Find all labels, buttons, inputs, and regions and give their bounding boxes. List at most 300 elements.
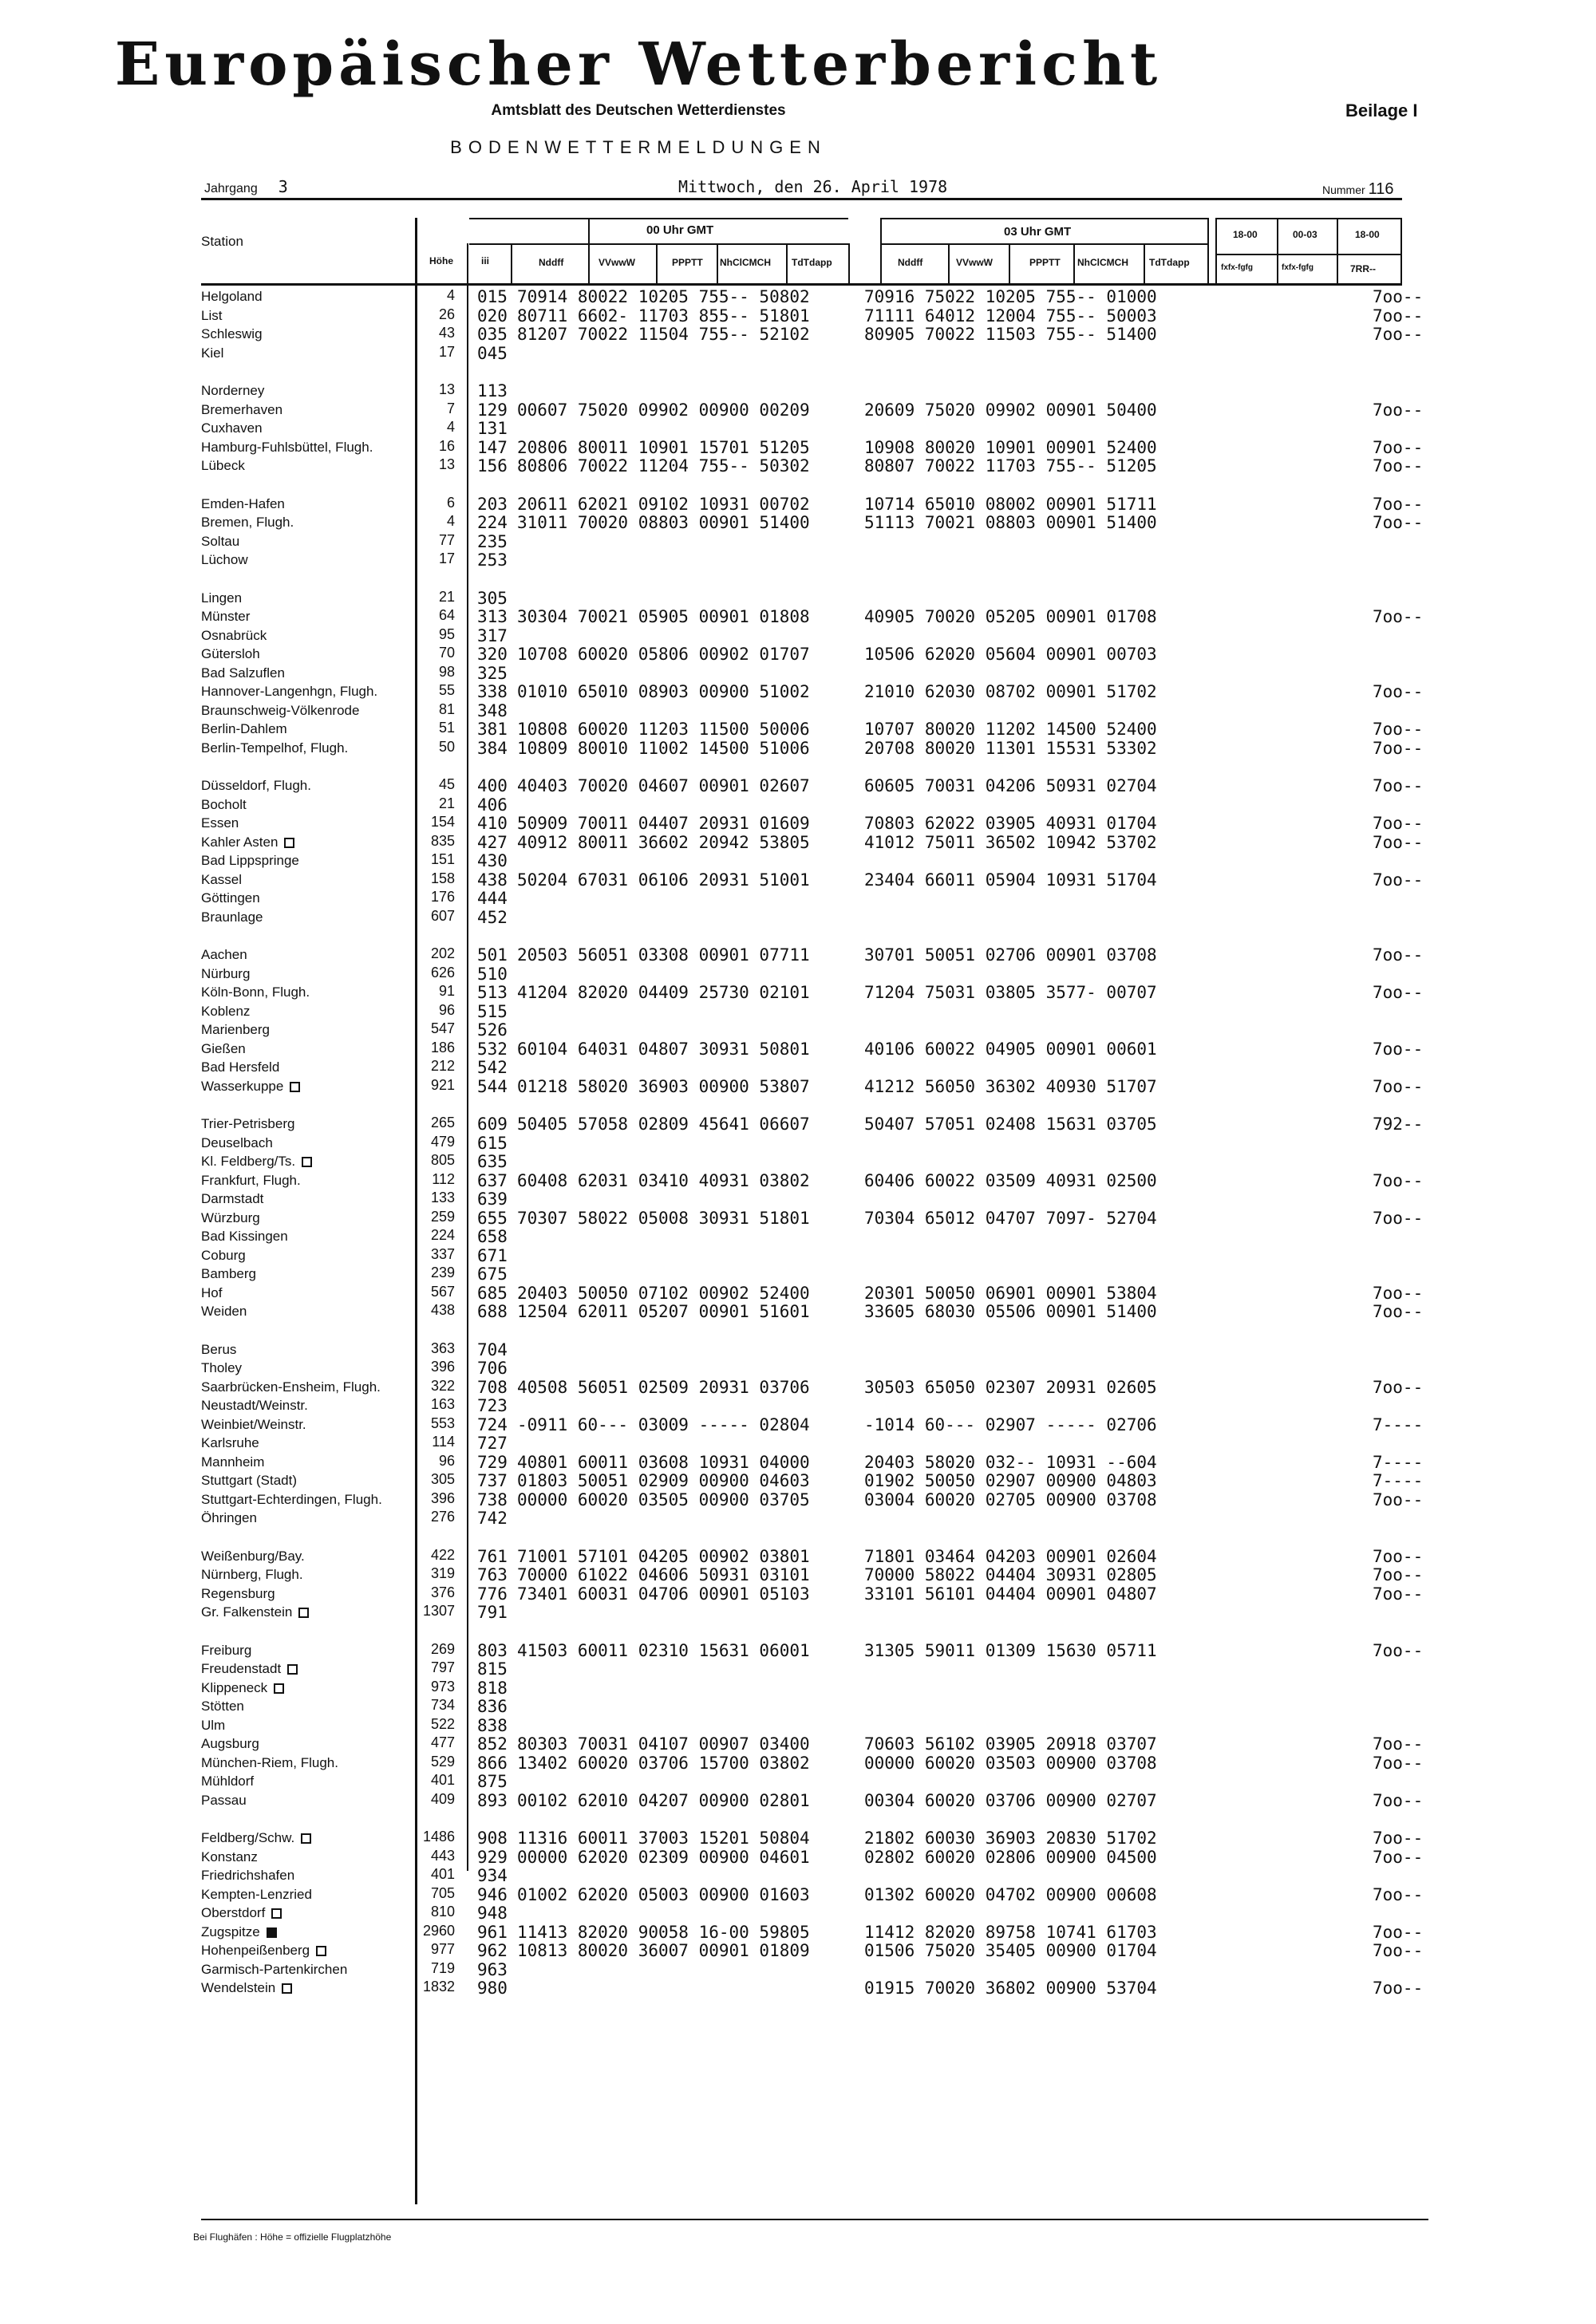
- obs-00utc: 80806 70022 11204 755-- 50302: [517, 456, 810, 475]
- station-name: [201, 1755, 338, 1771]
- station-name-text: List: [201, 307, 223, 323]
- station-name-text: Bad Hersfeld: [201, 1059, 280, 1075]
- station-name: [201, 383, 264, 399]
- station-elevation: 163: [430, 1396, 455, 1412]
- station-name: [201, 289, 263, 305]
- station-index: 791: [477, 1603, 508, 1622]
- precip-group: 7oo--: [1373, 1979, 1424, 1998]
- obs-03utc: 10506 62020 05604 00901 00703: [864, 645, 1157, 664]
- precip-group: 7oo--: [1373, 513, 1424, 532]
- station-elevation: 96: [438, 1452, 455, 1469]
- station-index: 893: [477, 1790, 508, 1810]
- header-cell-divider: [717, 243, 718, 283]
- station-name: [201, 1210, 260, 1226]
- open-square-icon: [284, 838, 294, 848]
- ext3-label: 7RR--: [1350, 263, 1376, 274]
- footnote: Bei Flughäfen : Höhe = offizielle Flugplatzhöhe: [193, 2231, 392, 2243]
- jahrgang: [204, 177, 288, 196]
- station-name-text: Öhringen: [201, 1510, 257, 1525]
- station-name: [201, 420, 263, 436]
- header-cell-divider: [511, 243, 512, 283]
- station-name-text: Mühldorf: [201, 1774, 255, 1789]
- station-name-text: Karlsruhe: [201, 1435, 259, 1450]
- obs-03utc: 20708 80020 11301 15531 53302: [864, 738, 1157, 758]
- station-elevation: 409: [430, 1790, 455, 1807]
- obs-03utc: 01902 50050 02907 00900 04803: [864, 1471, 1157, 1490]
- station-index: 444: [477, 889, 508, 908]
- precip-group: 7oo--: [1373, 287, 1424, 306]
- station-name-text: Nürnberg, Flugh.: [201, 1567, 303, 1582]
- header-cell-divider: [880, 218, 882, 283]
- station-index: 639: [477, 1190, 508, 1209]
- precip-group: 7oo--: [1373, 325, 1424, 344]
- station-index: 156: [477, 456, 508, 475]
- station-name-text: Weinbiet/Weinstr.: [201, 1416, 306, 1432]
- precip-group: 7----: [1373, 1471, 1424, 1490]
- obs-00utc: 20403 50050 07102 00902 52400: [517, 1283, 810, 1303]
- station-elevation: 239: [430, 1265, 455, 1280]
- obs-03utc: 71801 03464 04203 00901 02604: [864, 1546, 1157, 1566]
- station-name-text: Berus: [201, 1341, 237, 1357]
- obs-00utc: 11316 60011 37003 15201 50804: [517, 1829, 810, 1848]
- station-elevation: 705: [430, 1884, 455, 1901]
- station-elevation: 401: [430, 1866, 455, 1882]
- station-name: [201, 966, 250, 982]
- obs-00utc: 31011 70020 08803 00901 51400: [517, 513, 810, 532]
- station-name-text: Düsseldorf, Flugh.: [201, 778, 311, 793]
- station-name-text: Kiel: [201, 345, 224, 361]
- station-index: 338: [477, 682, 508, 701]
- station-elevation: 21: [438, 588, 455, 605]
- precip-group: 7----: [1373, 1452, 1424, 1472]
- station-name: [201, 1059, 279, 1075]
- obs-00utc: 00000 62020 02309 00900 04601: [517, 1847, 810, 1867]
- section-title: BODENWETTERMELDUNGEN: [450, 137, 827, 157]
- obs-03utc: 50407 57051 02408 15631 03705: [864, 1115, 1157, 1134]
- station-elevation: 2960: [422, 1922, 455, 1939]
- station-name: [201, 703, 359, 719]
- station-name: [201, 440, 373, 456]
- precip-group: 7oo--: [1373, 870, 1424, 890]
- station-elevation: 6: [446, 494, 455, 511]
- station-name: [201, 721, 287, 737]
- station-index: 671: [477, 1245, 508, 1265]
- station-elevation: 376: [430, 1584, 455, 1600]
- station-name-text: Emden-Hafen: [201, 495, 285, 511]
- station-name-text: Braunschweig-Völkenrode: [201, 702, 360, 718]
- ext1-period: 18-00: [1233, 229, 1258, 240]
- station-name-text: Soltau: [201, 533, 240, 549]
- obs-00utc: 00607 75020 09902 00900 00209: [517, 400, 810, 420]
- station-name: [201, 628, 267, 644]
- station-name-text: Köln-Bonn, Flugh.: [201, 984, 310, 1000]
- obs-00utc: 70000 61022 04606 50931 03101: [517, 1565, 810, 1584]
- obs-03utc: 01302 60020 04702 00900 00608: [864, 1884, 1157, 1904]
- nummer-label: Nummer: [1322, 183, 1365, 196]
- station-name: [201, 1304, 247, 1320]
- obs-03utc: 51113 70021 08803 00901 51400: [864, 513, 1157, 532]
- station-index: 866: [477, 1753, 508, 1773]
- station-elevation: 835: [430, 832, 455, 849]
- obs-03utc: 03004 60020 02705 00900 03708: [864, 1489, 1157, 1509]
- station-name-text: Hannover-Langenhgn, Flugh.: [201, 684, 378, 699]
- station-elevation: 567: [430, 1283, 455, 1300]
- station-elevation: 396: [430, 1359, 455, 1375]
- precip-group: 7oo--: [1373, 1734, 1424, 1754]
- col00-td: TdTdapp: [792, 257, 832, 268]
- precip-group: 7oo--: [1373, 1489, 1424, 1509]
- station-index: 704: [477, 1340, 508, 1359]
- station-name: [201, 984, 310, 1000]
- station-name-text: Oberstdorf: [201, 1905, 266, 1920]
- station-index: 045: [477, 343, 508, 363]
- station-name: [201, 1173, 301, 1189]
- station-name-text: Gießen: [201, 1040, 246, 1056]
- precip-group: 7oo--: [1373, 400, 1424, 420]
- header-cell-divider: [1207, 218, 1209, 283]
- station-name: [201, 684, 377, 700]
- station-name-text: Hof: [201, 1284, 223, 1300]
- station-name: [201, 947, 247, 963]
- station-index: 020: [477, 306, 508, 326]
- station-index: 675: [477, 1265, 508, 1284]
- col00-vvwww: VVwwW: [598, 257, 636, 268]
- obs-00utc: 13402 60020 03706 15700 03802: [517, 1753, 810, 1773]
- station-name-text: Gr. Falkenstein: [201, 1604, 293, 1620]
- obs-00utc: 50909 70011 04407 20931 01609: [517, 814, 810, 833]
- col00-nh: NhClCMCH: [720, 257, 771, 268]
- obs-03utc: 21802 60030 36903 20830 51702: [864, 1829, 1157, 1848]
- station-name-text: Berlin-Dahlem: [201, 721, 287, 736]
- station-name: [201, 1962, 347, 1978]
- precip-group: 7oo--: [1373, 1829, 1424, 1848]
- station-index: 113: [477, 381, 508, 400]
- header-cell-divider: [848, 243, 850, 283]
- ext2-label: fxfx-fgfg: [1282, 263, 1314, 272]
- obs-03utc: 20301 50050 06901 00901 53804: [864, 1283, 1157, 1303]
- obs-00utc: 41503 60011 02310 15631 06001: [517, 1640, 810, 1660]
- station-name: [201, 1943, 326, 1959]
- precip-group: 7oo--: [1373, 1640, 1424, 1660]
- header-cell-divider: [1400, 218, 1402, 283]
- station-name-text: Friedrichshafen: [201, 1868, 295, 1883]
- station-elevation: 26: [438, 306, 455, 322]
- precip-group: 7oo--: [1373, 1302, 1424, 1321]
- station-name: [201, 1604, 309, 1620]
- station-name-text: Kahler Asten: [201, 834, 279, 850]
- obs-03utc: 02802 60020 02806 00900 04500: [864, 1847, 1157, 1867]
- precip-group: 7oo--: [1373, 1847, 1424, 1867]
- station-name-text: Stuttgart (Stadt): [201, 1473, 297, 1488]
- station-index: 724: [477, 1415, 508, 1434]
- precip-group: 7oo--: [1373, 1922, 1424, 1942]
- station-name-text: Feldberg/Schw.: [201, 1830, 295, 1845]
- obs-03utc: 40905 70020 05205 00901 01708: [864, 607, 1157, 626]
- station-elevation: 186: [430, 1039, 455, 1055]
- station-index: 526: [477, 1020, 508, 1040]
- obs-00utc: 10708 60020 05806 00902 01707: [517, 645, 810, 664]
- obs-00utc: 40508 56051 02509 20931 03706: [517, 1377, 810, 1397]
- station-index: 515: [477, 1001, 508, 1021]
- precip-group: 7oo--: [1373, 1170, 1424, 1190]
- station-index: 635: [477, 1152, 508, 1171]
- precip-group: 7oo--: [1373, 1546, 1424, 1566]
- station-name: [201, 1154, 312, 1170]
- obs-03utc: 80807 70022 11703 755-- 51205: [864, 456, 1157, 475]
- station-elevation: 151: [430, 851, 455, 867]
- precip-group: 7oo--: [1373, 1377, 1424, 1397]
- station-index: 706: [477, 1359, 508, 1378]
- station-elevation: 1486: [422, 1829, 455, 1845]
- station-name: [201, 909, 263, 925]
- obs-00utc: 40403 70020 04607 00901 02607: [517, 776, 810, 795]
- station-elevation: 13: [438, 381, 455, 397]
- station-index: 637: [477, 1170, 508, 1190]
- ext2-period: 00-03: [1293, 229, 1317, 240]
- station-name-text: Darmstadt: [201, 1191, 264, 1206]
- station-index: 763: [477, 1565, 508, 1584]
- station-index: 818: [477, 1678, 508, 1698]
- station-elevation: 64: [438, 607, 455, 623]
- station-index: 501: [477, 945, 508, 965]
- precip-group: 7oo--: [1373, 607, 1424, 626]
- issue-date: Mittwoch, den 26. April 1978: [678, 177, 948, 196]
- station-name: [201, 1849, 258, 1865]
- obs-03utc: 20609 75020 09902 00901 50400: [864, 400, 1157, 420]
- obs-00utc: 00000 60020 03505 00900 03705: [517, 1489, 810, 1509]
- obs-03utc: 60605 70031 04206 50931 02704: [864, 776, 1157, 795]
- station-name: [201, 326, 263, 342]
- station-elevation: 114: [432, 1434, 455, 1450]
- station-index: 544: [477, 1076, 508, 1096]
- station-index: 688: [477, 1302, 508, 1321]
- station-name: [201, 590, 242, 606]
- station-index: 224: [477, 513, 508, 532]
- station-name-text: Passau: [201, 1792, 247, 1808]
- station-index: 934: [477, 1866, 508, 1885]
- station-elevation: 1832: [422, 1979, 455, 1995]
- group00-header: 00 Uhr GMT: [646, 223, 714, 237]
- obs-03utc: 21010 62030 08702 00901 51702: [864, 682, 1157, 701]
- ext-top-rule: [1215, 218, 1402, 219]
- station-index: 400: [477, 776, 508, 795]
- station-index: 727: [477, 1434, 508, 1453]
- station-name: [201, 1643, 251, 1659]
- station-name-text: Helgoland: [201, 289, 263, 304]
- station-name-text: Weiden: [201, 1304, 247, 1319]
- station-name-text: Bremerhaven: [201, 401, 283, 417]
- precip-group: 7oo--: [1373, 1208, 1424, 1228]
- station-name: [201, 1435, 259, 1451]
- station-name-text: Würzburg: [201, 1209, 260, 1225]
- obs-00utc: 40801 60011 03608 10931 04000: [517, 1452, 810, 1472]
- station-elevation: 547: [430, 1020, 455, 1036]
- station-index: 542: [477, 1058, 508, 1077]
- station-elevation: 322: [430, 1377, 455, 1394]
- station-name: [201, 1473, 297, 1489]
- precip-group: 792--: [1373, 1115, 1424, 1134]
- station-elevation: 91: [438, 983, 455, 999]
- station-elevation: 337: [430, 1245, 455, 1262]
- station-index: 708: [477, 1377, 508, 1397]
- station-index: 015: [477, 287, 508, 306]
- station-index: 685: [477, 1283, 508, 1303]
- header-bottom-rule: [201, 283, 1402, 286]
- table-bottom-rule: [201, 2219, 1428, 2220]
- station-index: 129: [477, 400, 508, 420]
- open-square-icon: [298, 1608, 309, 1618]
- station-name: [201, 496, 285, 512]
- group03-header: 03 Uhr GMT: [1004, 225, 1072, 239]
- station-elevation: 396: [430, 1489, 455, 1506]
- header-cell-divider: [1073, 243, 1075, 283]
- obs-03utc: 33101 56101 04404 00901 04807: [864, 1584, 1157, 1604]
- obs-03utc: 41212 56050 36302 40930 51707: [864, 1076, 1157, 1096]
- header-cell-divider: [1144, 243, 1145, 283]
- station-name: [201, 1510, 257, 1526]
- station-elevation: 4: [446, 513, 455, 529]
- issue-info-line: [201, 177, 1402, 200]
- station-name: [201, 1379, 381, 1395]
- obs-03utc: 70603 56102 03905 20918 03707: [864, 1734, 1157, 1754]
- filled-square-icon: [267, 1927, 277, 1938]
- station-name: [201, 890, 260, 906]
- obs-00utc: 81207 70022 11504 755-- 52102: [517, 325, 810, 344]
- station-index: 609: [477, 1115, 508, 1134]
- station-name-text: Nürburg: [201, 965, 251, 981]
- station-name: [201, 1586, 275, 1602]
- station-elevation: 4: [446, 287, 455, 303]
- station-index: 836: [477, 1697, 508, 1716]
- station-name-text: Marienberg: [201, 1022, 270, 1037]
- station-name: [201, 1549, 305, 1564]
- station-elevation: 133: [430, 1190, 455, 1205]
- station-name: [201, 1887, 312, 1903]
- obs-00utc: 20503 56051 03308 00901 07711: [517, 945, 810, 965]
- header-cell-divider: [1009, 243, 1010, 283]
- station-name-text: Bocholt: [201, 796, 247, 812]
- open-square-icon: [282, 1983, 292, 1994]
- report-subtitle: Amtsblatt des Deutschen Wetterdienstes: [491, 102, 786, 119]
- group00-top-rule: [469, 218, 848, 219]
- jahrgang-label: Jahrgang: [204, 182, 258, 195]
- station-name: [201, 1868, 294, 1884]
- precip-group: 7oo--: [1373, 776, 1424, 795]
- station-index: 615: [477, 1133, 508, 1153]
- obs-03utc: 20403 58020 032-- 10931 --604: [864, 1452, 1157, 1472]
- station-index: 980: [477, 1979, 508, 1998]
- station-index: 962: [477, 1941, 508, 1960]
- station-name: [201, 665, 285, 681]
- station-elevation: 158: [430, 870, 455, 886]
- station-name: [201, 1191, 263, 1207]
- obs-03utc: 23404 66011 05904 10931 51704: [864, 870, 1157, 890]
- obs-00utc: 10809 80010 11002 14500 51006: [517, 738, 810, 758]
- station-index: 742: [477, 1509, 508, 1528]
- obs-03utc: 33605 68030 05506 00901 51400: [864, 1302, 1157, 1321]
- obs-00utc: 00102 62010 04207 00900 02801: [517, 1790, 810, 1810]
- open-square-icon: [290, 1082, 300, 1092]
- station-name-text: Frankfurt, Flugh.: [201, 1172, 301, 1188]
- station-name: [201, 740, 348, 756]
- group03-mid-rule: [880, 243, 1207, 245]
- station-index: 320: [477, 645, 508, 664]
- station-name: [201, 1022, 270, 1038]
- ext-mid-rule: [1215, 254, 1402, 255]
- open-square-icon: [301, 1833, 311, 1844]
- station-name: [201, 345, 223, 361]
- station-name-text: Kempten-Lenzried: [201, 1886, 312, 1902]
- station-elevation: 77: [438, 531, 455, 548]
- station-name: [201, 1454, 264, 1470]
- station-elevation: 50: [438, 738, 455, 755]
- station-name: [201, 1830, 311, 1846]
- station-elevation: 269: [430, 1640, 455, 1657]
- station-name-text: Bad Kissingen: [201, 1229, 288, 1244]
- station-name: [201, 609, 250, 625]
- precip-group: 7oo--: [1373, 1076, 1424, 1096]
- obs-03utc: 00000 60020 03503 00900 03708: [864, 1753, 1157, 1773]
- station-elevation: 305: [430, 1471, 455, 1487]
- obs-00utc: 11413 82020 90058 16-00 59805: [517, 1922, 810, 1942]
- col03-vvwww: VVwwW: [956, 257, 994, 268]
- station-elevation: 438: [430, 1302, 455, 1318]
- station-index: 203: [477, 494, 508, 514]
- station-elevation: 17: [438, 343, 455, 360]
- station-name: [201, 1041, 246, 1057]
- open-square-icon: [274, 1683, 284, 1694]
- station-index: 946: [477, 1884, 508, 1904]
- station-name-text: Gütersloh: [201, 646, 260, 661]
- station-index: 253: [477, 550, 508, 570]
- station-index: 737: [477, 1471, 508, 1490]
- station-name: [201, 1417, 306, 1433]
- station-elevation: 16: [438, 437, 455, 454]
- station-name-text: Deuselbach: [201, 1134, 273, 1150]
- col03-nh: NhClCMCH: [1077, 257, 1128, 268]
- obs-03utc: 00304 60020 03706 00900 02707: [864, 1790, 1157, 1810]
- station-name: [201, 815, 239, 831]
- station-name: [201, 1360, 242, 1376]
- station-index: 803: [477, 1640, 508, 1660]
- station-name: [201, 1680, 284, 1696]
- station-name: [201, 1924, 277, 1940]
- station-index: 961: [477, 1922, 508, 1942]
- precip-group: 7oo--: [1373, 1753, 1424, 1773]
- header-cell-divider: [588, 218, 590, 283]
- station-index: 729: [477, 1452, 508, 1472]
- obs-00utc: -0911 60--- 03009 ----- 02804: [517, 1415, 810, 1434]
- obs-00utc: 01803 50051 02909 00900 04603: [517, 1471, 810, 1490]
- station-name: [201, 1135, 273, 1151]
- station-name-text: Garmisch-Partenkirchen: [201, 1961, 348, 1977]
- station-name: [201, 1398, 308, 1414]
- station-name-text: Wendelstein: [201, 1980, 276, 1995]
- header-cell-divider: [1337, 218, 1338, 283]
- station-name: [201, 853, 299, 869]
- station-index: 430: [477, 851, 508, 870]
- col00-nddff: Nddff: [539, 257, 564, 268]
- station-name-text: Schleswig: [201, 326, 263, 341]
- station-name: [201, 1793, 247, 1809]
- col00-ppptt: PPPTT: [672, 257, 703, 268]
- precip-group: 7oo--: [1373, 814, 1424, 833]
- group00-mid-rule: [469, 243, 848, 245]
- station-index: 761: [477, 1546, 508, 1566]
- station-elevation: 973: [430, 1678, 455, 1695]
- station-name-text: Lübeck: [201, 458, 245, 473]
- obs-00utc: 80303 70031 04107 00907 03400: [517, 1734, 810, 1754]
